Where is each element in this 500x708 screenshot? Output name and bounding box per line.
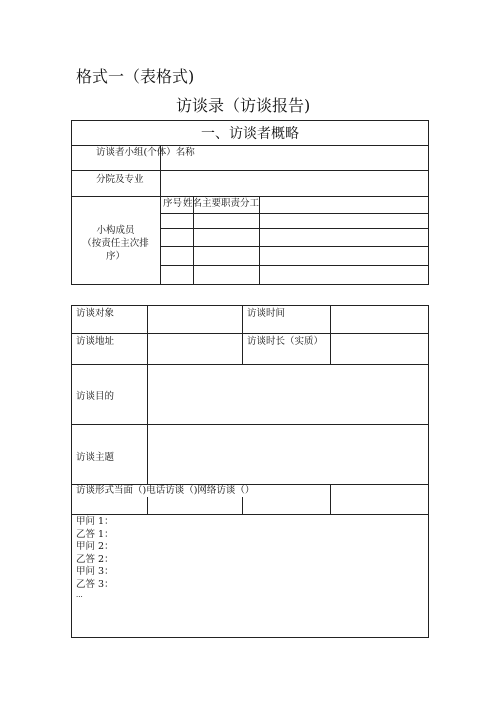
format-title: 格式一（表格式) [76, 67, 195, 86]
section-title: 一、访谈者概略 [201, 126, 299, 142]
divider [160, 213, 429, 214]
divider [147, 305, 148, 514]
qa-line: 乙答 2： [76, 553, 114, 565]
target-label: 访谈对象 [76, 308, 115, 319]
qa-line: 甲问 2： [76, 541, 114, 552]
column-header-index: 序号 [163, 198, 183, 209]
qa-line: 甲问 3： [76, 566, 114, 577]
divider [160, 145, 161, 285]
college-major-label: 分院及专业 [96, 174, 144, 185]
divider [71, 514, 429, 515]
interview-table-border [71, 305, 429, 638]
duration-label: 访谈时长（实质） [247, 336, 324, 347]
members-label-line-1: 小构成员 [96, 225, 135, 236]
time-label: 访谈时间 [247, 308, 286, 319]
document-title: 访谈录（访谈报告) [176, 96, 311, 115]
group-name-label: 访谈者小组(个体）名称 [96, 147, 195, 158]
qa-line: 乙答 1： [76, 528, 114, 540]
divider [160, 228, 429, 229]
divider [330, 305, 331, 364]
divider [160, 265, 429, 266]
members-label-line-2: （按责任主次排 [82, 238, 149, 249]
topic-label: 访谈主题 [76, 452, 115, 463]
qa-line: ... [76, 591, 83, 599]
column-header-duty: 主要职责分工 [202, 198, 260, 209]
divider [71, 364, 429, 365]
divider [330, 484, 331, 514]
interview-format-line: 访谈形式当面（)电话访谈（)网络访谈（） [76, 485, 255, 496]
members-label-line-3: 序） [105, 251, 125, 262]
divider [71, 145, 429, 146]
divider [71, 170, 429, 171]
divider [71, 424, 429, 425]
divider [71, 196, 429, 197]
location-label: 访谈地址 [76, 336, 115, 347]
divider [160, 246, 429, 247]
divider [71, 333, 429, 334]
column-header-name: 姓名 [183, 198, 203, 209]
divider [259, 196, 260, 285]
qa-line: 甲问 1： [76, 516, 114, 527]
divider [242, 305, 243, 364]
qa-line: 乙答 3： [76, 578, 114, 590]
qa-block [76, 516, 114, 600]
purpose-label: 访谈目的 [76, 391, 115, 402]
